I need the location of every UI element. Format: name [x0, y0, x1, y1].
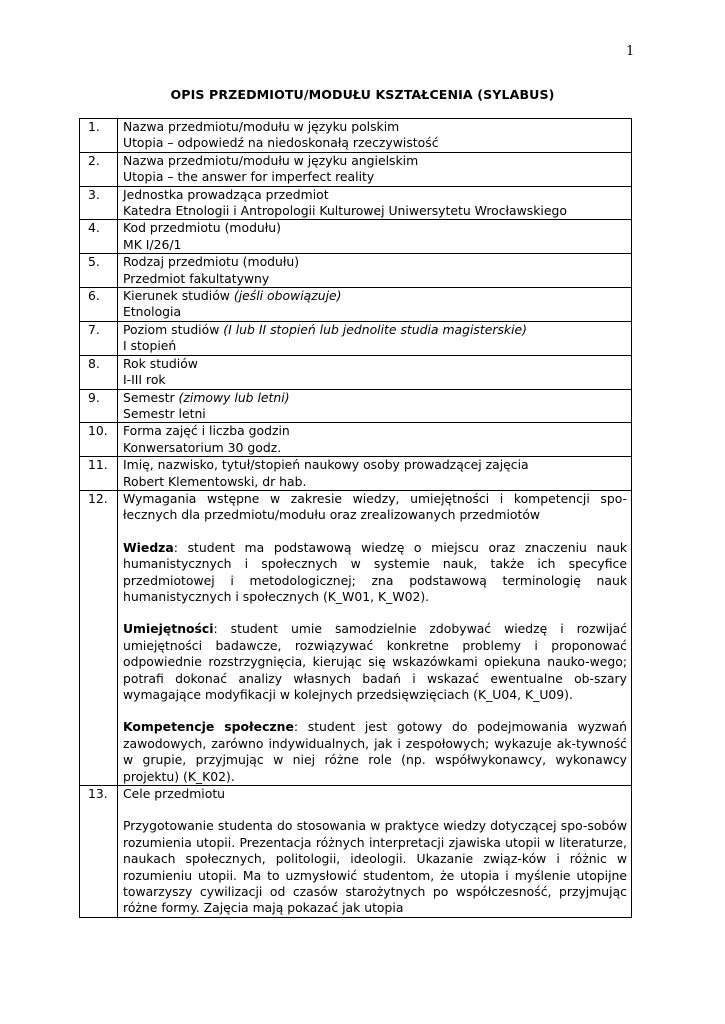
document-title: OPIS PRZEDMIOTU/MODUŁU KSZTAŁCENIA (SYLABUS) [170, 87, 555, 102]
field-label-text: Poziom studiów [123, 321, 220, 337]
row-content [118, 288, 632, 322]
syllabus-table [79, 118, 632, 918]
row-content [118, 355, 632, 389]
field-label [123, 322, 627, 338]
requirements-skills [123, 621, 627, 703]
requirements-intro: Wymagania wstępne w zakresie wiedzy, umiejętności i kompetencji spo-łecznych dla przedmiotu/modułu oraz zrealizowanych przedmiotów [123, 490, 627, 523]
field-label-note: (zimowy lub letni) [178, 389, 290, 405]
field-value: I stopień [123, 338, 177, 354]
row-number: 5. [80, 254, 118, 288]
table-row [80, 490, 632, 785]
row-content [118, 186, 632, 220]
field-value: Utopia – the answer for imperfect reality [123, 169, 375, 185]
field-label: Nazwa przedmiotu/modułu w języku angielskim [123, 152, 419, 168]
row-number: 8. [80, 355, 118, 389]
requirements-social [123, 719, 627, 785]
field-label: Cele przedmiotu [123, 786, 226, 802]
table-row [80, 186, 632, 220]
table-row [80, 119, 632, 153]
field-label: Nazwa przedmiotu/modułu w języku polskim [123, 119, 400, 134]
row-number: 9. [80, 389, 118, 423]
row-number: 10. [80, 423, 118, 457]
row-number: 4. [80, 220, 118, 254]
field-label: Imię, nazwisko, tytuł/stopień naukowy osoby prowadzącej zajęcia [123, 457, 529, 473]
field-label-note: (I lub II stopień lub jednolite studia magisterskie) [223, 321, 527, 337]
social-text: : student jest gotowy do podejmowania wyzwań zawodowych, zarówno indywidualnych, jak i zespołowych; wykazuje ak-tywność w grupie, przyjmując w niej różne role (np. współwykonawcy, wykonawcy projektu) (K_K02). [123, 719, 628, 784]
row-content [118, 254, 632, 288]
field-label [123, 288, 627, 304]
row-number: 7. [80, 321, 118, 355]
field-label: Kod przedmiotu (modułu) [123, 220, 281, 236]
table-row [80, 321, 632, 355]
field-value: Semestr letni [123, 405, 206, 421]
field-value: Katedra Etnologii i Antropologii Kulturowej Uniwersytetu Wrocławskiego [123, 203, 567, 219]
page-number: 1 [626, 44, 635, 59]
table-row [80, 389, 632, 423]
field-label [123, 390, 627, 406]
row-number: 12. [80, 490, 118, 785]
table-row [80, 457, 632, 491]
row-content [118, 490, 632, 785]
field-value: Robert Klementowski, dr hab. [123, 473, 307, 489]
row-number: 6. [80, 288, 118, 322]
row-content [118, 220, 632, 254]
field-value: MK I/26/1 [123, 236, 182, 252]
skills-label: Umiejętności [123, 621, 214, 637]
field-label: Rodzaj przedmiotu (modułu) [123, 254, 300, 270]
row-number: 1. [80, 119, 118, 153]
field-value: Etnologia [123, 304, 182, 320]
row-number: 2. [80, 152, 118, 186]
field-label: Jednostka prowadząca przedmiot [123, 186, 329, 202]
field-label-text: Semestr [123, 389, 175, 405]
row-content [118, 457, 632, 491]
row-content [118, 786, 632, 918]
table-row [80, 786, 632, 918]
field-value: I-III rok [123, 372, 166, 388]
field-value: Utopia – odpowiedź na niedoskonałą rzeczywistość [123, 135, 439, 151]
table-row [80, 254, 632, 288]
table-row [80, 355, 632, 389]
course-goals-text: Przygotowanie studenta do stosowania w praktyce wiedzy dotyczącej spo-sobów rozumienia utopii. Prezentacja różnych interpretacji zjawiska utopii w literaturze, naukach społecznych, politologii, ideologii. Ukazanie związ-ków i różnic w rozumieniu utopii. Ma to uzmysłowić studentom, że utopia i myślenie utopijne towarzyszy cywilizacji od czasów starożytnych po współczesność, przyjmując różne formy. Zajęcia mają pokazać jak utopia [123, 818, 627, 916]
table-row [80, 423, 632, 457]
requirements-knowledge [123, 540, 627, 606]
field-label: Forma zajęć i liczba godzin [123, 423, 290, 439]
row-content [118, 321, 632, 355]
knowledge-label: Wiedza [123, 539, 174, 555]
row-content [118, 152, 632, 186]
social-label: Kompetencje społeczne [123, 719, 294, 735]
table-row [80, 220, 632, 254]
field-label-note: (jeśli obowiązuje) [233, 288, 342, 304]
skills-text: : student umie samodzielnie zdobywać wiedzę i rozwijać umiejętności badawcze, rozwiązywać konkretne problemy i proponować odpowiednie rozstrzygnięcia, kierując się wskazówkami opiekuna nauko-wego; potrafi dokonać analizy własnych badań i wskazać ewentualne ob-szary wymagające modyfikacji w kolejnych przedsięwzięciach (K_U04, K_U09). [123, 621, 627, 702]
row-number: 13. [80, 786, 118, 918]
knowledge-text: : student ma podstawową wiedzę o miejscu oraz znaczeniu nauk humanistycznych i społecznych w systemie nauk, także ich specyfice przedmiotowej i metodologicznej; zna podstawową terminologię nauk humanistycznych i społecznych (K_W01, K_W02). [123, 539, 627, 604]
row-content [118, 389, 632, 423]
table-row [80, 152, 632, 186]
field-label-text: Kierunek studiów [123, 288, 230, 304]
table-row [80, 288, 632, 322]
row-number: 3. [80, 186, 118, 220]
row-content [118, 119, 632, 153]
row-number: 11. [80, 457, 118, 491]
row-content [118, 423, 632, 457]
field-label: Rok studiów [123, 355, 198, 371]
field-value: Przedmiot fakultatywny [123, 270, 270, 286]
field-value: Konwersatorium 30 godz. [123, 439, 282, 455]
